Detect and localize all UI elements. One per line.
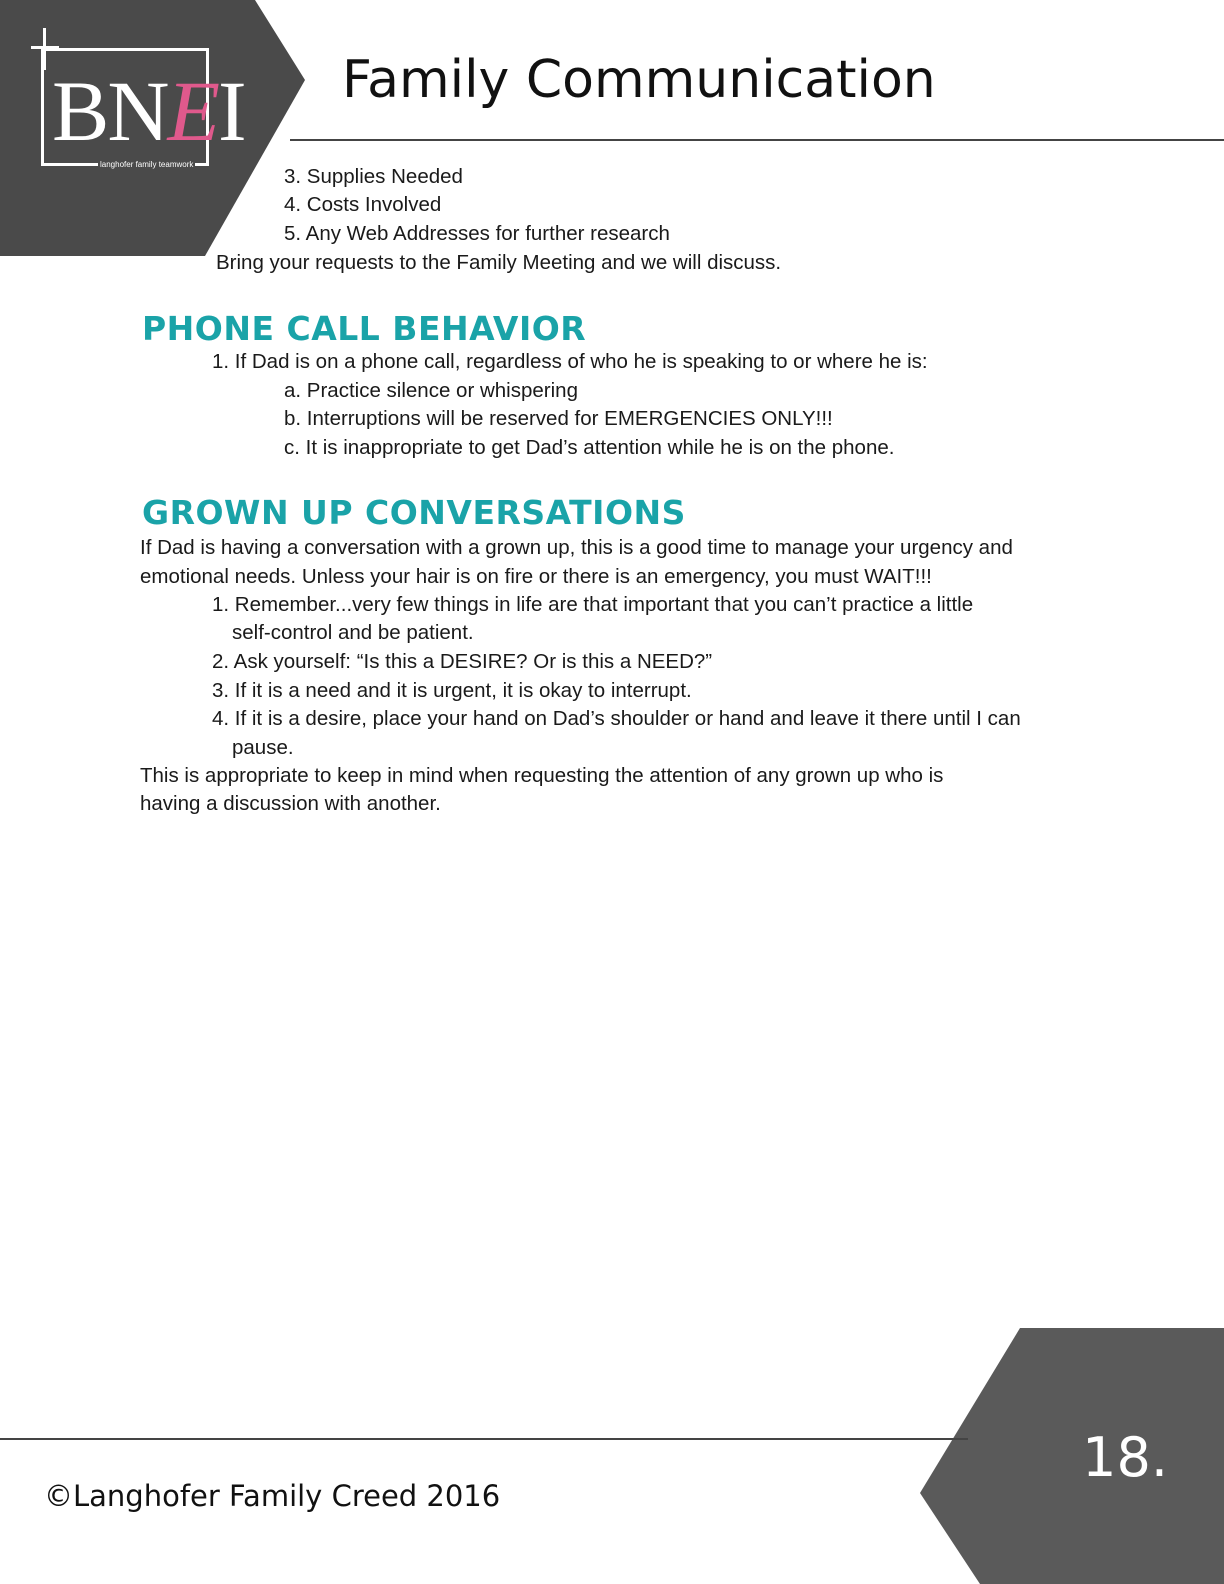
footer-copyright: ©Langhofer Family Creed 2016 [44, 1479, 501, 1513]
sub-list-item: b. Interruptions will be reserved for EMERGENCIES ONLY!!! [284, 407, 833, 430]
logo-letters-bn: BN [52, 63, 168, 159]
paragraph-line: emotional needs. Unless your hair is on fire or there is an emergency, you must WAIT!!! [140, 565, 932, 588]
list-item: 1. Remember...very few things in life are that important that you can’t practice a little [212, 593, 974, 616]
closing-line: This is appropriate to keep in mind when requesting the attention of any grown up who is [140, 764, 944, 787]
cross-icon-bar [31, 46, 59, 49]
cross-icon [43, 28, 46, 70]
bnei-logo [28, 26, 245, 176]
header-rule [290, 139, 1224, 141]
list-item: 4. If it is a desire, place your hand on Dad’s shoulder or hand and leave it there until I can [212, 707, 1021, 730]
list-item: 2. Ask yourself: “Is this a DESIRE? Or is this a NEED?” [212, 650, 713, 673]
list-item: 3. Supplies Needed [284, 165, 463, 188]
page-number-hexagon [920, 1328, 1224, 1584]
list-item: 4. Costs Involved [284, 193, 442, 216]
list-item-continuation: self-control and be patient. [232, 621, 474, 644]
heading-phone-call-behavior: PHONE CALL BEHAVIOR [142, 309, 587, 348]
intro-closing: Bring your requests to the Family Meeting and we will discuss. [216, 251, 782, 274]
logo-letter-e: E [167, 63, 219, 159]
sub-list-item: c. It is inappropriate to get Dad’s attention while he is on the phone. [284, 436, 895, 459]
list-item: 1. If Dad is on a phone call, regardless of who he is speaking to or where he is: [212, 350, 928, 373]
logo-tagline: langhofer family teamwork [100, 160, 194, 169]
list-item: 5. Any Web Addresses for further research [284, 222, 670, 245]
closing-line: having a discussion with another. [140, 792, 441, 815]
list-item: 3. If it is a need and it is urgent, it is okay to interrupt. [212, 679, 692, 702]
logo-letter-i: I [218, 63, 245, 159]
sub-list-item: a. Practice silence or whispering [284, 379, 578, 402]
list-item-continuation: pause. [232, 736, 294, 759]
footer-rule [0, 1438, 968, 1440]
page-title: Family Communication [342, 50, 936, 110]
page-number: 18. [1082, 1426, 1168, 1489]
logo-letters [52, 63, 245, 159]
paragraph-line: If Dad is having a conversation with a grown up, this is a good time to manage your urgency and [140, 536, 1013, 559]
heading-grown-up-conversations: GROWN UP CONVERSATIONS [142, 493, 686, 532]
